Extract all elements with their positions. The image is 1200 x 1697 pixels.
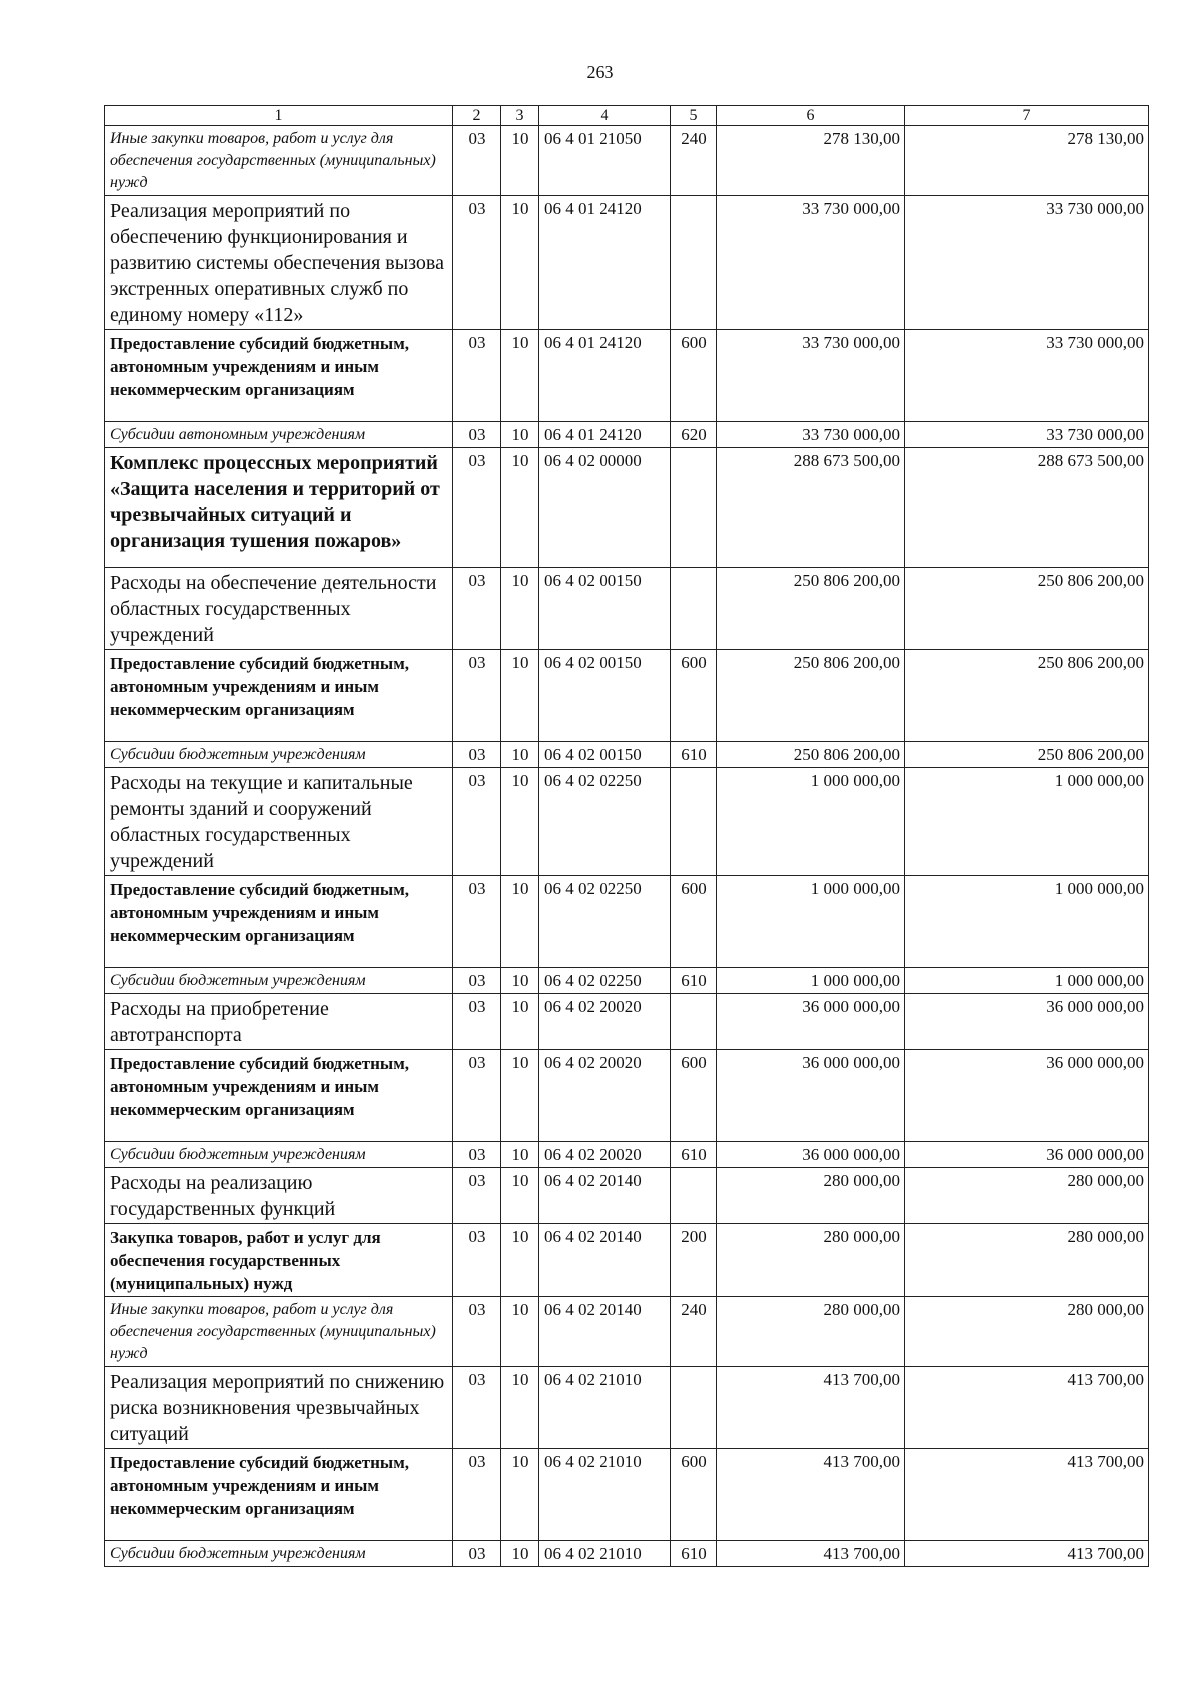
row-c2-cell: 03 bbox=[453, 1224, 501, 1297]
row-c6-cell: 278 130,00 bbox=[717, 126, 905, 196]
row-c2-cell: 03 bbox=[453, 1449, 501, 1541]
row-c6-cell: 250 806 200,00 bbox=[717, 742, 905, 768]
row-c4-cell: 06 4 01 24120 bbox=[539, 422, 671, 448]
row-c2-cell: 03 bbox=[453, 448, 501, 568]
row-c3-cell: 10 bbox=[501, 1050, 539, 1142]
row-c5-cell bbox=[671, 768, 717, 876]
row-c5-cell: 240 bbox=[671, 1297, 717, 1367]
row-c5-cell: 600 bbox=[671, 650, 717, 742]
column-header: 3 bbox=[501, 106, 539, 126]
row-c7-cell: 1 000 000,00 bbox=[905, 768, 1149, 876]
row-name-cell: Расходы на текущие и капитальные ремонты зданий и сооружений областных государственных учреждений bbox=[105, 768, 453, 876]
row-c4-cell: 06 4 01 24120 bbox=[539, 196, 671, 330]
row-c7-cell: 280 000,00 bbox=[905, 1224, 1149, 1297]
row-c6-cell: 288 673 500,00 bbox=[717, 448, 905, 568]
row-c4-cell: 06 4 02 00150 bbox=[539, 568, 671, 650]
row-c7-cell: 288 673 500,00 bbox=[905, 448, 1149, 568]
row-c3-cell: 10 bbox=[501, 196, 539, 330]
table-row bbox=[105, 1142, 1149, 1168]
row-c5-cell: 600 bbox=[671, 1449, 717, 1541]
row-c2-cell: 03 bbox=[453, 1168, 501, 1224]
row-c7-cell: 36 000 000,00 bbox=[905, 994, 1149, 1050]
row-c2-cell: 03 bbox=[453, 876, 501, 968]
row-c5-cell bbox=[671, 1168, 717, 1224]
row-name-cell: Субсидии бюджетным учреждениям bbox=[105, 1142, 453, 1168]
table-row bbox=[105, 1224, 1149, 1297]
column-header: 7 bbox=[905, 106, 1149, 126]
table-row bbox=[105, 196, 1149, 330]
row-c2-cell: 03 bbox=[453, 994, 501, 1050]
row-c2-cell: 03 bbox=[453, 1297, 501, 1367]
row-c7-cell: 250 806 200,00 bbox=[905, 742, 1149, 768]
row-c7-cell: 1 000 000,00 bbox=[905, 968, 1149, 994]
table-row bbox=[105, 448, 1149, 568]
column-header: 1 bbox=[105, 106, 453, 126]
row-name-cell: Реализация мероприятий по снижению риска возникновения чрезвычайных ситуаций bbox=[105, 1367, 453, 1449]
row-c5-cell: 610 bbox=[671, 742, 717, 768]
row-c3-cell: 10 bbox=[501, 1168, 539, 1224]
row-c4-cell: 06 4 02 20020 bbox=[539, 994, 671, 1050]
row-c6-cell: 33 730 000,00 bbox=[717, 196, 905, 330]
row-c7-cell: 250 806 200,00 bbox=[905, 650, 1149, 742]
row-c4-cell: 06 4 02 20020 bbox=[539, 1050, 671, 1142]
row-c4-cell: 06 4 01 21050 bbox=[539, 126, 671, 196]
row-c7-cell: 33 730 000,00 bbox=[905, 422, 1149, 448]
row-c5-cell: 610 bbox=[671, 1541, 717, 1567]
table-row bbox=[105, 768, 1149, 876]
row-c5-cell bbox=[671, 994, 717, 1050]
row-name-cell: Предоставление субсидий бюджетным, автономным учреждениям и иным некоммерческим организациям bbox=[105, 330, 453, 422]
table-row bbox=[105, 1367, 1149, 1449]
row-c7-cell: 33 730 000,00 bbox=[905, 330, 1149, 422]
row-c6-cell: 413 700,00 bbox=[717, 1449, 905, 1541]
row-c5-cell bbox=[671, 568, 717, 650]
row-c6-cell: 36 000 000,00 bbox=[717, 1142, 905, 1168]
table-row bbox=[105, 422, 1149, 448]
table-row bbox=[105, 742, 1149, 768]
row-c3-cell: 10 bbox=[501, 968, 539, 994]
row-c6-cell: 250 806 200,00 bbox=[717, 568, 905, 650]
row-c5-cell bbox=[671, 448, 717, 568]
row-name-cell: Субсидии бюджетным учреждениям bbox=[105, 742, 453, 768]
row-name-cell: Иные закупки товаров, работ и услуг для обеспечения государственных (муниципальных) нужд bbox=[105, 1297, 453, 1367]
table-row bbox=[105, 330, 1149, 422]
row-c4-cell: 06 4 02 02250 bbox=[539, 968, 671, 994]
row-name-cell: Субсидии бюджетным учреждениям bbox=[105, 968, 453, 994]
table-row bbox=[105, 126, 1149, 196]
row-c2-cell: 03 bbox=[453, 422, 501, 448]
row-c3-cell: 10 bbox=[501, 568, 539, 650]
table-row bbox=[105, 1168, 1149, 1224]
row-name-cell: Субсидии бюджетным учреждениям bbox=[105, 1541, 453, 1567]
row-name-cell: Расходы на обеспечение деятельности областных государственных учреждений bbox=[105, 568, 453, 650]
row-name-cell: Расходы на реализацию государственных функций bbox=[105, 1168, 453, 1224]
row-c7-cell: 33 730 000,00 bbox=[905, 196, 1149, 330]
row-c2-cell: 03 bbox=[453, 1541, 501, 1567]
row-c4-cell: 06 4 02 21010 bbox=[539, 1541, 671, 1567]
column-header: 5 bbox=[671, 106, 717, 126]
table-row bbox=[105, 568, 1149, 650]
row-c6-cell: 33 730 000,00 bbox=[717, 422, 905, 448]
row-c7-cell: 36 000 000,00 bbox=[905, 1050, 1149, 1142]
row-c3-cell: 10 bbox=[501, 768, 539, 876]
row-c2-cell: 03 bbox=[453, 568, 501, 650]
table-row bbox=[105, 994, 1149, 1050]
row-c3-cell: 10 bbox=[501, 448, 539, 568]
row-c5-cell: 600 bbox=[671, 876, 717, 968]
row-c4-cell: 06 4 02 00000 bbox=[539, 448, 671, 568]
row-c6-cell: 1 000 000,00 bbox=[717, 968, 905, 994]
row-c3-cell: 10 bbox=[501, 1541, 539, 1567]
row-c7-cell: 413 700,00 bbox=[905, 1541, 1149, 1567]
row-c3-cell: 10 bbox=[501, 876, 539, 968]
budget-table bbox=[104, 105, 1149, 1567]
row-c2-cell: 03 bbox=[453, 126, 501, 196]
table-row bbox=[105, 1297, 1149, 1367]
row-c7-cell: 1 000 000,00 bbox=[905, 876, 1149, 968]
row-c3-cell: 10 bbox=[501, 650, 539, 742]
row-name-cell: Закупка товаров, работ и услуг для обеспечения государственных (муниципальных) нужд bbox=[105, 1224, 453, 1297]
row-c2-cell: 03 bbox=[453, 1142, 501, 1168]
row-c6-cell: 280 000,00 bbox=[717, 1224, 905, 1297]
row-c5-cell: 600 bbox=[671, 1050, 717, 1142]
row-c4-cell: 06 4 02 21010 bbox=[539, 1367, 671, 1449]
column-header: 4 bbox=[539, 106, 671, 126]
row-c3-cell: 10 bbox=[501, 422, 539, 448]
table-row bbox=[105, 1541, 1149, 1567]
row-c3-cell: 10 bbox=[501, 126, 539, 196]
row-c6-cell: 36 000 000,00 bbox=[717, 994, 905, 1050]
table-row bbox=[105, 650, 1149, 742]
row-c3-cell: 10 bbox=[501, 1449, 539, 1541]
row-c2-cell: 03 bbox=[453, 768, 501, 876]
row-c6-cell: 250 806 200,00 bbox=[717, 650, 905, 742]
row-c4-cell: 06 4 01 24120 bbox=[539, 330, 671, 422]
row-c2-cell: 03 bbox=[453, 650, 501, 742]
row-c3-cell: 10 bbox=[501, 1224, 539, 1297]
row-c5-cell: 610 bbox=[671, 968, 717, 994]
row-name-cell: Комплекс процессных мероприятий «Защита населения и территорий от чрезвычайных ситуаций и организация тушения пожаров» bbox=[105, 448, 453, 568]
row-c5-cell bbox=[671, 196, 717, 330]
row-name-cell: Субсидии автономным учреждениям bbox=[105, 422, 453, 448]
row-c7-cell: 280 000,00 bbox=[905, 1297, 1149, 1367]
row-c4-cell: 06 4 02 20020 bbox=[539, 1142, 671, 1168]
row-c3-cell: 10 bbox=[501, 1297, 539, 1367]
row-c7-cell: 413 700,00 bbox=[905, 1449, 1149, 1541]
row-c7-cell: 36 000 000,00 bbox=[905, 1142, 1149, 1168]
row-name-cell: Реализация мероприятий по обеспечению функционирования и развитию системы обеспечения вызова экстренных оперативных служб по единому номеру «112» bbox=[105, 196, 453, 330]
row-c2-cell: 03 bbox=[453, 330, 501, 422]
row-c6-cell: 1 000 000,00 bbox=[717, 768, 905, 876]
table-row bbox=[105, 968, 1149, 994]
row-c6-cell: 413 700,00 bbox=[717, 1541, 905, 1567]
column-header: 2 bbox=[453, 106, 501, 126]
row-c6-cell: 413 700,00 bbox=[717, 1367, 905, 1449]
row-c2-cell: 03 bbox=[453, 742, 501, 768]
row-c3-cell: 10 bbox=[501, 994, 539, 1050]
row-name-cell: Расходы на приобретение автотранспорта bbox=[105, 994, 453, 1050]
row-c4-cell: 06 4 02 00150 bbox=[539, 742, 671, 768]
table-row bbox=[105, 1050, 1149, 1142]
row-c4-cell: 06 4 02 02250 bbox=[539, 876, 671, 968]
row-c4-cell: 06 4 02 20140 bbox=[539, 1224, 671, 1297]
row-c7-cell: 280 000,00 bbox=[905, 1168, 1149, 1224]
row-name-cell: Предоставление субсидий бюджетным, автономным учреждениям и иным некоммерческим организациям bbox=[105, 876, 453, 968]
row-c5-cell: 600 bbox=[671, 330, 717, 422]
table-row bbox=[105, 1449, 1149, 1541]
row-c5-cell bbox=[671, 1367, 717, 1449]
row-c7-cell: 413 700,00 bbox=[905, 1367, 1149, 1449]
row-name-cell: Предоставление субсидий бюджетным, автономным учреждениям и иным некоммерческим организациям bbox=[105, 1050, 453, 1142]
row-c4-cell: 06 4 02 20140 bbox=[539, 1297, 671, 1367]
column-header-row bbox=[105, 106, 1149, 126]
row-c2-cell: 03 bbox=[453, 196, 501, 330]
row-name-cell: Предоставление субсидий бюджетным, автономным учреждениям и иным некоммерческим организациям bbox=[105, 650, 453, 742]
row-c6-cell: 1 000 000,00 bbox=[717, 876, 905, 968]
row-c4-cell: 06 4 02 20140 bbox=[539, 1168, 671, 1224]
row-c5-cell: 240 bbox=[671, 126, 717, 196]
row-c2-cell: 03 bbox=[453, 1050, 501, 1142]
row-name-cell: Иные закупки товаров, работ и услуг для обеспечения государственных (муниципальных) нужд bbox=[105, 126, 453, 196]
row-c5-cell: 610 bbox=[671, 1142, 717, 1168]
row-c6-cell: 280 000,00 bbox=[717, 1297, 905, 1367]
row-c5-cell: 620 bbox=[671, 422, 717, 448]
row-c3-cell: 10 bbox=[501, 1142, 539, 1168]
row-c2-cell: 03 bbox=[453, 1367, 501, 1449]
table-body bbox=[105, 106, 1149, 1567]
row-c3-cell: 10 bbox=[501, 330, 539, 422]
row-c2-cell: 03 bbox=[453, 968, 501, 994]
table-row bbox=[105, 876, 1149, 968]
row-c7-cell: 278 130,00 bbox=[905, 126, 1149, 196]
row-c3-cell: 10 bbox=[501, 1367, 539, 1449]
row-name-cell: Предоставление субсидий бюджетным, автономным учреждениям и иным некоммерческим организациям bbox=[105, 1449, 453, 1541]
row-c4-cell: 06 4 02 21010 bbox=[539, 1449, 671, 1541]
row-c6-cell: 280 000,00 bbox=[717, 1168, 905, 1224]
row-c5-cell: 200 bbox=[671, 1224, 717, 1297]
row-c4-cell: 06 4 02 00150 bbox=[539, 650, 671, 742]
row-c6-cell: 36 000 000,00 bbox=[717, 1050, 905, 1142]
row-c4-cell: 06 4 02 02250 bbox=[539, 768, 671, 876]
page-number: 263 bbox=[586, 62, 614, 82]
row-c6-cell: 33 730 000,00 bbox=[717, 330, 905, 422]
column-header: 6 bbox=[717, 106, 905, 126]
row-c7-cell: 250 806 200,00 bbox=[905, 568, 1149, 650]
row-c3-cell: 10 bbox=[501, 742, 539, 768]
